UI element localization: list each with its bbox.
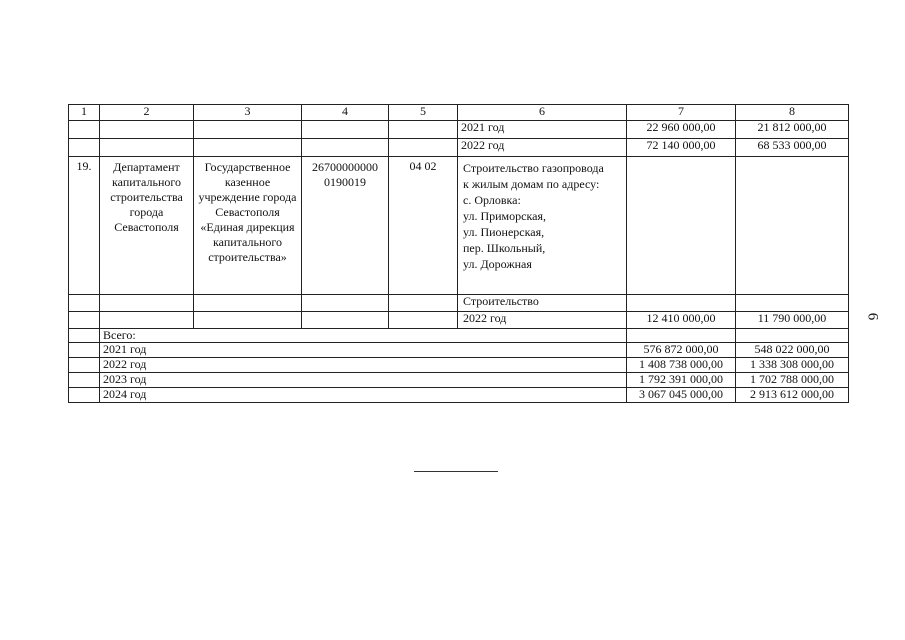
object-cell bbox=[458, 157, 627, 295]
header-row bbox=[69, 105, 849, 121]
budget-table bbox=[68, 104, 849, 403]
amount-cell: 72 140 000,00 bbox=[627, 139, 736, 157]
amount-cell: 1 408 738 000,00 bbox=[627, 358, 736, 373]
code-cell bbox=[302, 157, 389, 295]
totals-row bbox=[69, 343, 849, 358]
table-row bbox=[69, 295, 849, 312]
object-line: к жилым домам по адресу: bbox=[463, 177, 600, 191]
year-cell: 2022 год bbox=[458, 312, 627, 329]
table-row bbox=[69, 121, 849, 139]
amount-cell: 68 533 000,00 bbox=[736, 139, 849, 157]
amount-cell: 11 790 000,00 bbox=[736, 312, 849, 329]
header-cell: 8 bbox=[736, 105, 849, 121]
recipient-cell: Государственное казенное учреждение города Севастополя «Единая дирекция капитального строительства» bbox=[194, 157, 302, 295]
object-line: ул. Дорожная bbox=[463, 257, 532, 271]
header-cell: 2 bbox=[100, 105, 194, 121]
totals-year: 2021 год bbox=[100, 343, 627, 358]
code-line: 26700000000 bbox=[312, 160, 378, 174]
totals-year: 2024 год bbox=[100, 388, 627, 403]
work-type-cell: Строительство bbox=[458, 295, 627, 312]
amount-cell: 1 338 308 000,00 bbox=[736, 358, 849, 373]
amount-cell: 3 067 045 000,00 bbox=[627, 388, 736, 403]
amount-cell: 21 812 000,00 bbox=[736, 121, 849, 139]
totals-label: Всего: bbox=[100, 329, 627, 343]
amount-cell: 2 913 612 000,00 bbox=[736, 388, 849, 403]
totals-row bbox=[69, 388, 849, 403]
year-cell: 2022 год bbox=[458, 139, 627, 157]
amount-cell: 12 410 000,00 bbox=[627, 312, 736, 329]
table-row bbox=[69, 312, 849, 329]
item-row-19 bbox=[69, 157, 849, 295]
year-cell: 2021 год bbox=[458, 121, 627, 139]
header-cell: 3 bbox=[194, 105, 302, 121]
header-cell: 4 bbox=[302, 105, 389, 121]
amount-cell: 22 960 000,00 bbox=[627, 121, 736, 139]
totals-row bbox=[69, 373, 849, 388]
amount-cell: 1 702 788 000,00 bbox=[736, 373, 849, 388]
amount-cell: 548 022 000,00 bbox=[736, 343, 849, 358]
object-line: ул. Приморская, bbox=[463, 209, 546, 223]
section-cell: 04 02 bbox=[389, 157, 458, 295]
header-cell: 6 bbox=[458, 105, 627, 121]
header-cell: 7 bbox=[627, 105, 736, 121]
totals-label-row bbox=[69, 329, 849, 343]
item-number: 19. bbox=[69, 157, 100, 295]
totals-year: 2023 год bbox=[100, 373, 627, 388]
totals-row bbox=[69, 358, 849, 373]
page-number: 6 bbox=[864, 312, 881, 321]
code-line: 0190019 bbox=[324, 175, 366, 189]
object-line: пер. Школьный, bbox=[463, 241, 546, 255]
object-line: с. Орловка: bbox=[463, 193, 521, 207]
amount-cell: 576 872 000,00 bbox=[627, 343, 736, 358]
amount-cell: 1 792 391 000,00 bbox=[627, 373, 736, 388]
end-separator-line bbox=[414, 471, 498, 472]
object-line: Строительство газопровода bbox=[463, 161, 604, 175]
header-cell: 5 bbox=[389, 105, 458, 121]
object-line: ул. Пионерская, bbox=[463, 225, 545, 239]
header-cell: 1 bbox=[69, 105, 100, 121]
org-cell: Департамент капитального строительства города Севастополя bbox=[100, 157, 194, 295]
table-row bbox=[69, 139, 849, 157]
totals-year: 2022 год bbox=[100, 358, 627, 373]
